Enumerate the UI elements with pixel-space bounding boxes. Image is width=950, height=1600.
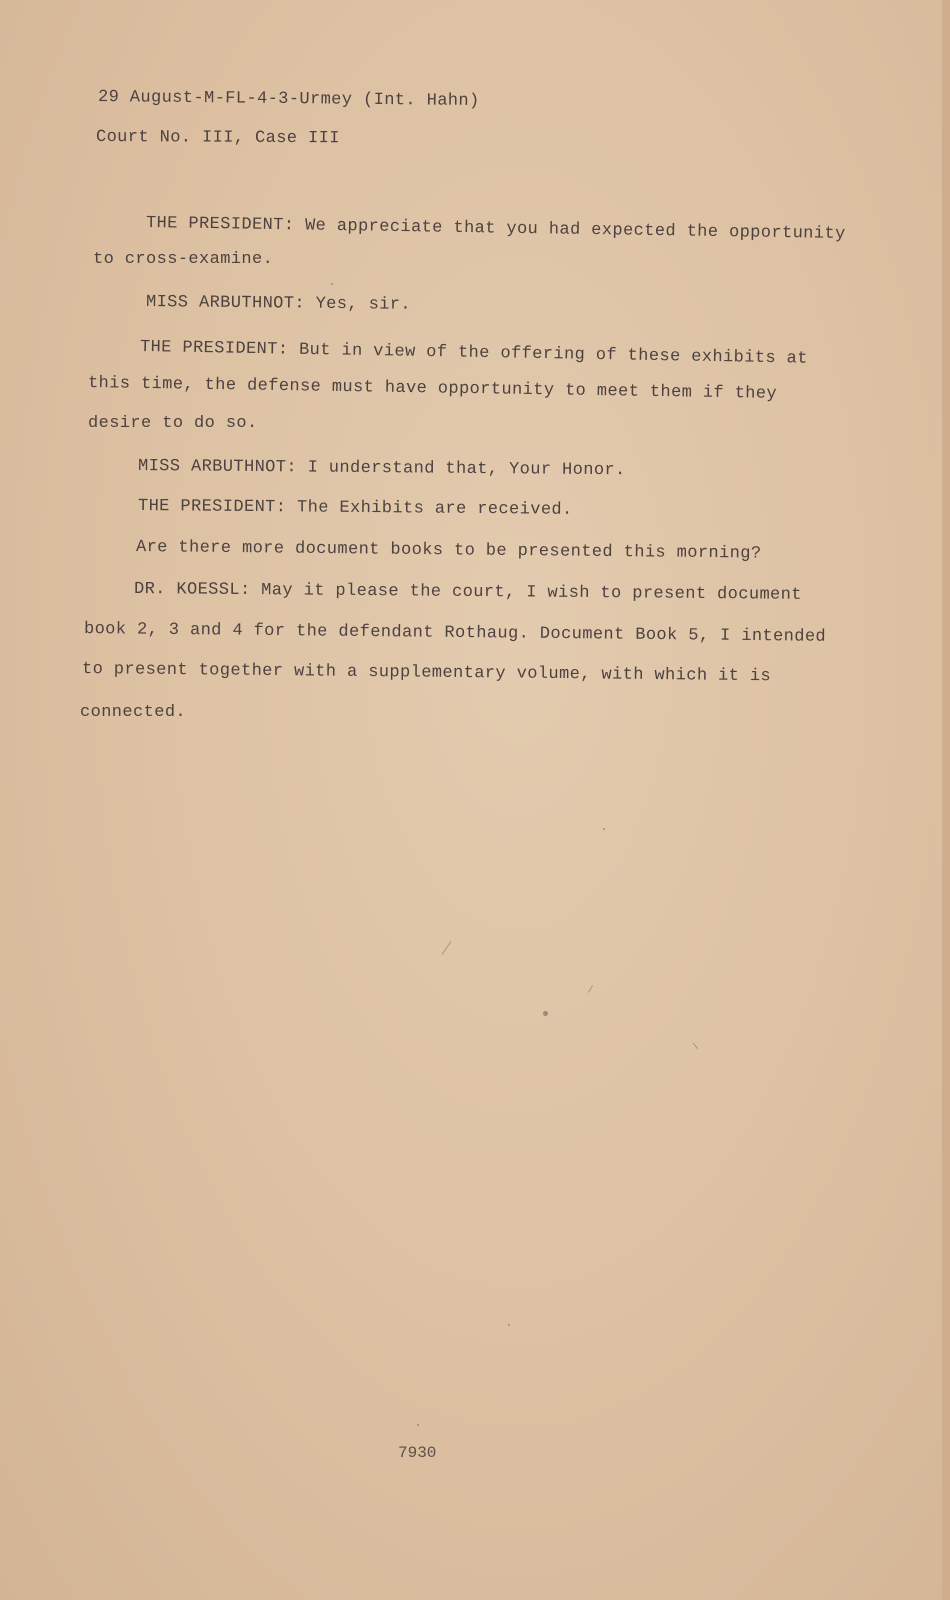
page-number: 7930 xyxy=(398,1444,437,1462)
transcript-line: desire to do so. xyxy=(88,414,258,433)
paper-mark xyxy=(588,985,593,992)
header-court-line: Court No. III, Case III xyxy=(95,128,340,149)
transcript-line: Are there more document books to be presented this morning? xyxy=(135,538,762,564)
transcript-line: to cross-examine. xyxy=(93,250,274,269)
paper-speck xyxy=(508,1324,510,1326)
paper-speck xyxy=(543,1011,548,1016)
header-date-line: 29 August-M-FL-4-3-Urmey (Int. Hahn) xyxy=(97,88,480,111)
paper-speck xyxy=(603,828,605,830)
transcript-line: book 2, 3 and 4 for the defendant Rothaug. Document Book 5, I intended xyxy=(83,620,827,647)
paper-speck xyxy=(417,1424,419,1426)
transcript-line: THE PRESIDENT: The Exhibits are received. xyxy=(137,497,573,520)
paper-speck xyxy=(331,283,333,285)
transcript-line: DR. KOESSL: May it please the court, I wish to present document xyxy=(133,580,802,605)
transcript-line: MISS ARBUTHNOT: Yes, sir. xyxy=(145,293,412,315)
transcript-line: THE PRESIDENT: But in view of the offering of these exhibits at xyxy=(139,338,808,369)
transcript-line: to present together with a supplementary volume, with which it is xyxy=(81,660,772,687)
transcript-line: connected. xyxy=(80,703,187,722)
paper-mark xyxy=(442,941,452,955)
transcript-line: this time, the defense must have opportunity to meet them if they xyxy=(87,374,778,404)
paper-mark xyxy=(693,1043,699,1050)
transcript-line: THE PRESIDENT: We appreciate that you had expected the opportunity xyxy=(145,214,846,244)
transcript-line: MISS ARBUTHNOT: I understand that, Your Honor. xyxy=(137,457,626,481)
